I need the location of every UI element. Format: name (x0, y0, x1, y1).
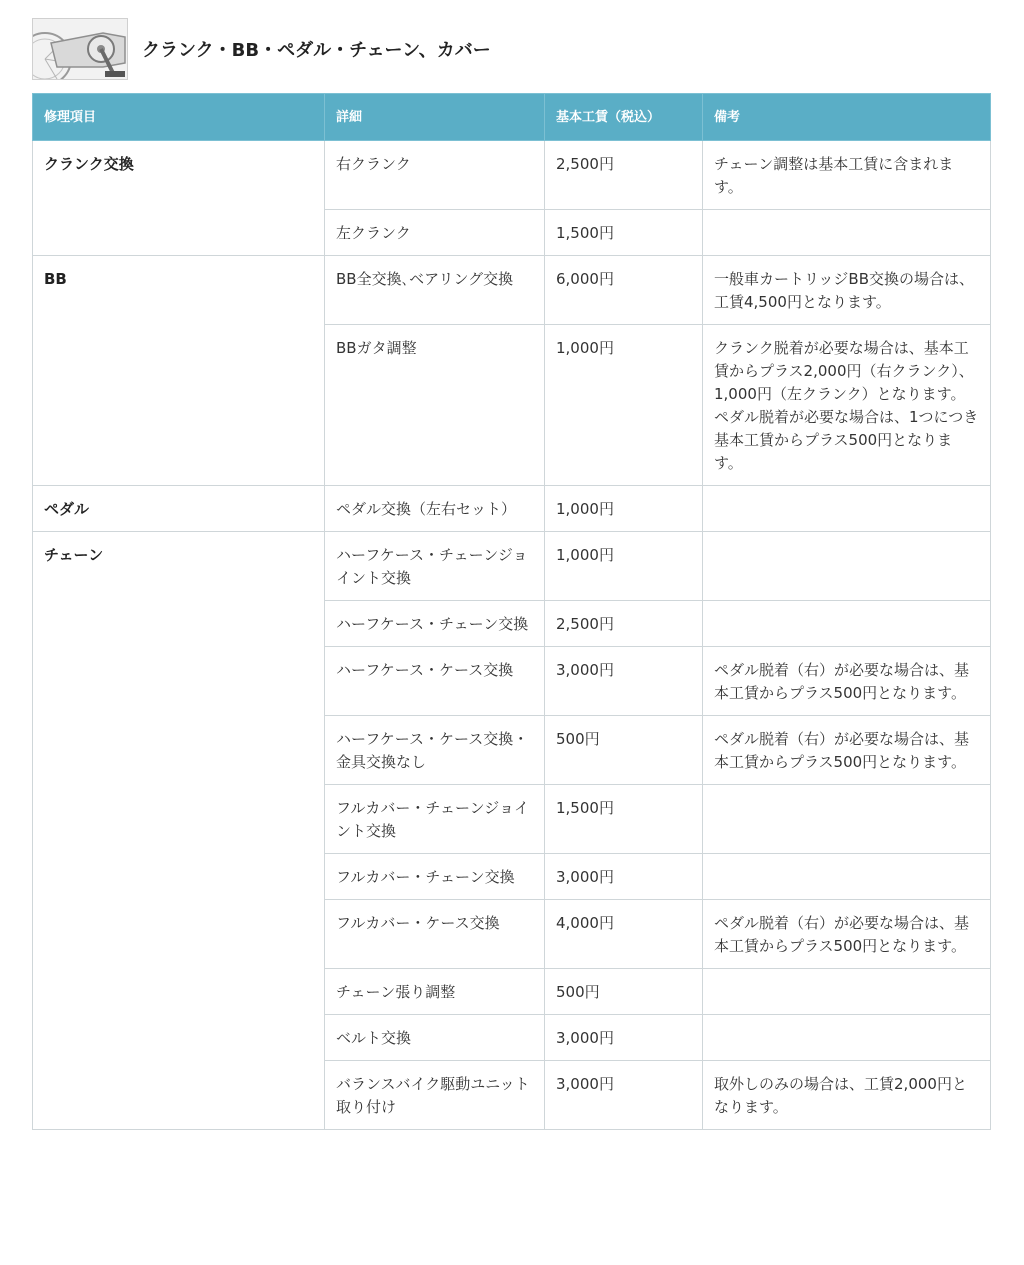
column-header-item: 修理項目 (33, 94, 325, 141)
detail-cell: ハーフケース・ケース交換・金具交換なし (325, 716, 545, 785)
price-cell: 500円 (545, 969, 703, 1015)
bicycle-crank-icon (33, 19, 127, 79)
repair-price-table (32, 93, 991, 1130)
section-header (32, 17, 491, 81)
price-cell: 1,500円 (545, 785, 703, 854)
price-cell: 3,000円 (545, 647, 703, 716)
price-cell: 3,000円 (545, 1015, 703, 1061)
note-cell: 一般車カートリッジBB交換の場合は、工賃4,500円となります。 (703, 256, 991, 325)
detail-cell: BB全交換､ベアリング交換 (325, 256, 545, 325)
category-cell: BB (33, 256, 325, 486)
table-row (33, 256, 991, 325)
detail-cell: ハーフケース・チェーン交換 (325, 601, 545, 647)
note-cell: 取外しのみの場合は、工賃2,000円となります。 (703, 1061, 991, 1130)
note-cell (703, 969, 991, 1015)
price-cell: 3,000円 (545, 854, 703, 900)
note-cell (703, 601, 991, 647)
note-cell (703, 486, 991, 532)
price-cell: 1,000円 (545, 325, 703, 486)
note-cell (703, 210, 991, 256)
note-cell (703, 532, 991, 601)
price-cell: 1,500円 (545, 210, 703, 256)
note-cell (703, 1015, 991, 1061)
price-cell: 500円 (545, 716, 703, 785)
price-cell: 6,000円 (545, 256, 703, 325)
column-header-detail: 詳細 (325, 94, 545, 141)
page-title: クランク・BB・ペダル・チェーン、カバー (142, 40, 491, 61)
price-cell: 3,000円 (545, 1061, 703, 1130)
price-cell: 2,500円 (545, 601, 703, 647)
category-cell: チェーン (33, 532, 325, 1130)
price-cell: 2,500円 (545, 141, 703, 210)
note-cell: ペダル脱着（右）が必要な場合は、基本工賃からプラス500円となります。 (703, 900, 991, 969)
column-header-note: 備考 (703, 94, 991, 141)
category-cell: クランク交換 (33, 141, 325, 256)
price-cell: 1,000円 (545, 532, 703, 601)
detail-cell: ベルト交換 (325, 1015, 545, 1061)
table-row (33, 532, 991, 601)
bicycle-crank-thumbnail (32, 18, 128, 80)
detail-cell: 左クランク (325, 210, 545, 256)
detail-cell: 右クランク (325, 141, 545, 210)
category-cell: ペダル (33, 486, 325, 532)
table-row (33, 141, 991, 210)
detail-cell: ハーフケース・チェーンジョイント交換 (325, 532, 545, 601)
detail-cell: フルカバー・ケース交換 (325, 900, 545, 969)
price-cell: 1,000円 (545, 486, 703, 532)
detail-cell: ペダル交換（左右セット） (325, 486, 545, 532)
detail-cell: バランスバイク駆動ユニット取り付け (325, 1061, 545, 1130)
note-cell (703, 854, 991, 900)
note-cell (703, 785, 991, 854)
detail-cell: BBガタ調整 (325, 325, 545, 486)
detail-cell: ハーフケース・ケース交換 (325, 647, 545, 716)
note-cell: チェーン調整は基本工賃に含まれます。 (703, 141, 991, 210)
price-cell: 4,000円 (545, 900, 703, 969)
note-cell: ペダル脱着（右）が必要な場合は、基本工賃からプラス500円となります。 (703, 647, 991, 716)
table-header-row (33, 94, 991, 141)
detail-cell: チェーン張り調整 (325, 969, 545, 1015)
detail-cell: フルカバー・チェーン交換 (325, 854, 545, 900)
detail-cell: フルカバー・チェーンジョイント交換 (325, 785, 545, 854)
column-header-price: 基本工賃（税込） (545, 94, 703, 141)
note-cell: クランク脱着が必要な場合は、基本工賃からプラス2,000円（右クランク）、1,000円（左クランク）となります。ペダル脱着が必要な場合は、1つにつき基本工賃からプラス500円となります。 (703, 325, 991, 486)
table-row (33, 486, 991, 532)
note-cell: ペダル脱着（右）が必要な場合は、基本工賃からプラス500円となります。 (703, 716, 991, 785)
